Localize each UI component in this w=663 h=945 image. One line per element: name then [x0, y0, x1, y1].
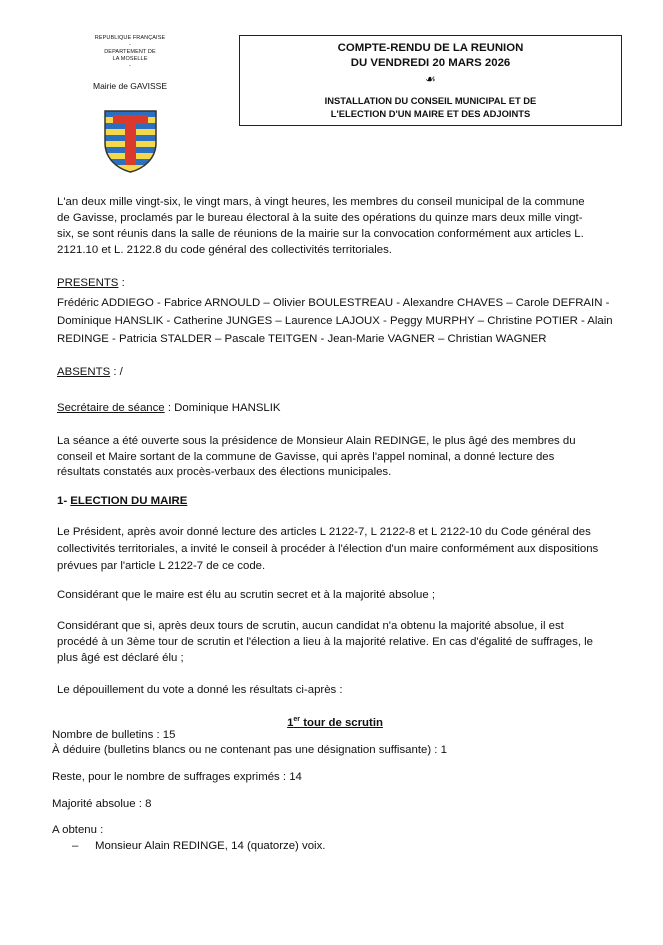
tour-label: tour de scrutin: [300, 716, 383, 729]
moselle-label: LA MOSELLE: [112, 56, 148, 62]
tour-superscript: er: [293, 716, 301, 723]
ornament-icon: ☙: [425, 72, 436, 86]
intro-line: de Gavisse, proclamés par le bureau électoral à la suite des opérations du quinze mars deux mille vingt-: [57, 212, 583, 224]
president-line: Le Président, après avoir donné lecture des articles L 2122-7, L 2122-8 et L 2122-10 du Code général des: [57, 526, 591, 538]
republique-label: REPUBLIQUE FRANÇAISE: [94, 35, 166, 41]
president-paragraph: [57, 524, 623, 575]
absents-label: ABSENTS: [57, 366, 111, 378]
considerant-rules-paragraph: [57, 618, 623, 666]
depouillement-line: Le dépouillement du vote a donné les résultats ci-après :: [57, 684, 343, 696]
opening-line: résultats constatés aux procès-verbaux des élections municipales.: [57, 466, 392, 478]
president-line: collectivités territoriales, a invité le conseil à procéder à l'élection d'un maire conformément aux dispositions: [57, 543, 599, 555]
deduire-count: À déduire (bulletins blancs ou ne contenant pas une désignation suffisante) : 1: [52, 744, 447, 756]
suffrages-exprimes: Reste, pour le nombre de suffrages exprimés : 14: [52, 771, 302, 783]
considerant-line: plus âgé est déclaré élu ;: [57, 652, 184, 664]
coat-of-arms-logo: [103, 109, 158, 174]
absents-value: : /: [110, 366, 123, 378]
absents-line: [57, 365, 123, 380]
considerant-paragraph: Considérant que le maire est élu au scrutin secret et à la majorité absolue ;: [57, 589, 435, 601]
majorite-absolue: Majorité absolue : 8: [52, 798, 152, 810]
presents-heading: [57, 276, 125, 291]
report-subject-line2: L'ELECTION D'UN MAIRE ET DES ADJOINTS: [330, 108, 531, 119]
presents-line: Dominique HANSLIK - Catherine JUNGES – Laurence LAJOUX - Peggy MURPHY – Christine POTIER - Alain: [57, 315, 613, 327]
mairie-label: Mairie de GAVISSE: [92, 81, 167, 91]
section-title: ELECTION DU MAIRE: [70, 495, 188, 507]
presents-label: PRESENTS: [57, 277, 119, 289]
header-separator: -: [129, 42, 131, 48]
report-title: COMPTE-RENDU DE LA REUNION: [337, 42, 524, 54]
bulletins-count: Nombre de bulletins : 15: [52, 729, 176, 741]
intro-line: 2121.10 et L. 2122.8 du code général des collectivités territoriales.: [57, 244, 392, 256]
presents-list: [57, 294, 623, 348]
tour-number: 1: [287, 716, 294, 729]
title-box: [239, 35, 622, 126]
intro-paragraph: [57, 194, 613, 258]
opening-line: conseil et Maire sortant de la commune de Gavisse, qui après l'appel nominal, a donné lecture des: [57, 450, 555, 463]
presents-colon: :: [118, 277, 125, 289]
presents-line: REDINGE - Patricia STALDER – Pascale TEITGEN - Jean-Marie VAGNER – Christian WAGNER: [57, 333, 547, 345]
secretaire-value: : Dominique HANSLIK: [164, 402, 281, 414]
intro-line: L'an deux mille vingt-six, le vingt mars, à vingt heures, les membres du conseil municipal de la commune: [57, 196, 585, 208]
candidate-dash: –: [72, 840, 79, 852]
considerant-line: Considérant que si, après deux tours de scrutin, aucun candidat n'a obtenu la majorité absolue, il est: [57, 620, 564, 632]
departement-label: DEPARTEMENT DE: [104, 49, 156, 55]
opening-paragraph: [57, 434, 623, 481]
intro-line: six, se sont réunis dans la salle de réunions de la mairie sur la convocation conformément aux articles L.: [57, 228, 584, 240]
report-date: DU VENDREDI 20 MARS 2026: [350, 57, 511, 69]
secretaire-line: [57, 401, 281, 416]
header-separator: -: [129, 63, 131, 69]
presents-line: Frédéric ADDIEGO - Fabrice ARNOULD – Olivier BOULESTREAU - Alexandre CHAVES – Carole DEFRAIN -: [57, 297, 610, 309]
obtenu-label: A obtenu :: [52, 824, 104, 836]
section-number: 1-: [57, 495, 71, 507]
secretaire-label: Secrétaire de séance: [57, 402, 165, 414]
report-subject-line1: INSTALLATION DU CONSEIL MUNICIPAL ET DE: [324, 95, 537, 106]
section-heading: [57, 494, 187, 509]
considerant-line: procédé à un 3ème tour de scrutin et l'élection a lieu à la majorité relative. En cas d'égalité de suffrages, le: [57, 636, 594, 648]
candidate-result: Monsieur Alain REDINGE, 14 (quatorze) voix.: [95, 840, 326, 852]
opening-line: La séance a été ouverte sous la présidence de Monsieur Alain REDINGE, le plus âgé des membres du: [57, 435, 576, 447]
president-line: prévues par l'article L 2122-7 de ce code.: [57, 560, 266, 572]
